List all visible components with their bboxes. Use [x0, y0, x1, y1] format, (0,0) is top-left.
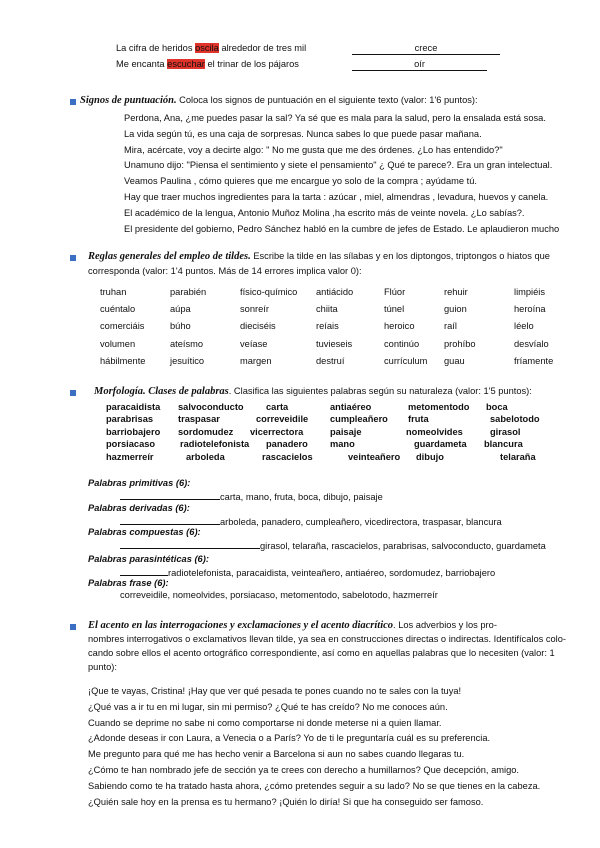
word-cell: sonreír	[240, 304, 269, 315]
word-cell: guau	[444, 355, 465, 366]
word-cell: correveidile	[256, 414, 309, 425]
word-cell: búho	[170, 321, 191, 332]
word-cell: aúpa	[170, 304, 191, 315]
exercise-line: ¿Cómo te han nombrado jefe de sección ya te crees con derecho a humillarnos? Que decepción, amigo.	[88, 765, 520, 775]
word-cell: túnel	[384, 304, 405, 315]
exercise-line: La vida según tú, es una caja de sorpresas. Nunca sabes lo que puede pasar mañana.	[124, 128, 482, 139]
word-cell: comerciáis	[100, 321, 145, 332]
word-cell: traspasar	[178, 414, 220, 425]
exercise-line: Mira, acércate, voy a decirte algo: " No me gusta que me des órdenes. ¿Lo has entendido?"	[124, 144, 503, 155]
word-cell: hazmerreír	[106, 451, 154, 462]
exercise-line: Me pregunto para qué me has hecho venir a Barcelona si aun no sabes cuando llegaras tu.	[88, 749, 465, 760]
category-title: Palabras compuestas (6)	[88, 527, 198, 537]
exercise-line: ¿Adonde deseas ir con Laura, a Venecia o a París? Yo de ti le preguntaría cuál es su preferencia.	[88, 733, 491, 744]
exercise-line: ¡Que te vayas, Cristina! ¡Hay que ver qué pesada te pones cuando no te sales con la tuya!	[88, 686, 462, 696]
word-cell: truhan	[100, 287, 127, 297]
word-cell: dieciséis	[240, 321, 276, 332]
answer-blank	[120, 490, 220, 500]
exercise-line: El académico de la lengua, Antonio Muñoz Molina ,ha escrito más de veinte novela. ¿Lo sabías?.	[124, 207, 525, 218]
colon: :	[187, 478, 191, 488]
category-label	[88, 578, 169, 588]
word-cell: volumen	[100, 338, 136, 349]
word-cell: cuéntalo	[100, 304, 136, 315]
word-cell: vicerrectora	[250, 426, 304, 437]
section-intro-continued: punto):	[88, 662, 117, 672]
section-title: El acento en las interrogaciones y exclamaciones y el acento diacrítico	[88, 620, 394, 631]
category-answer	[120, 515, 502, 527]
example-text: Me encanta	[116, 59, 168, 69]
answer-text: arboleda, panadero, cumpleañero, vicedirectora, traspasar, blancura	[220, 517, 502, 527]
answer-blank	[120, 566, 168, 576]
word-cell: paisaje	[330, 426, 362, 437]
word-cell: panadero	[266, 439, 308, 450]
word-cell: veinteañero	[348, 451, 401, 462]
word-cell: telaraña	[500, 451, 536, 462]
answer-text: girasol, telaraña, rascacielos, parabrisas, salvoconducto, guardameta	[260, 541, 546, 551]
example-text: alrededor de tres mil	[218, 43, 307, 53]
section-intro: Coloca los signos de puntuación en el siguiente texto (valor: 1'6 puntos):	[176, 95, 478, 105]
answer-text: carta, mano, fruta, boca, dibujo, paisaje	[220, 492, 383, 502]
word-cell: desvíalo	[514, 338, 549, 349]
category-answer	[120, 590, 438, 600]
word-cell: léelo	[514, 321, 534, 332]
bullet-icon	[70, 624, 76, 630]
word-cell: paracaidista	[106, 402, 161, 412]
exercise-line: Cuando se deprime no sabe ni como comportarse ni donde meterse ni a quien llamar.	[88, 717, 442, 728]
word-cell: rehuir	[444, 287, 468, 297]
section-tildes-heading	[88, 251, 550, 262]
example-sentence-1	[116, 43, 306, 53]
word-cell: antiácido	[316, 287, 354, 297]
category-title: Palabras derivadas (6)	[88, 503, 187, 513]
word-cell: guion	[444, 304, 467, 315]
section-signos-heading	[80, 95, 478, 106]
word-cell: margen	[240, 355, 272, 366]
word-cell: radiotelefonista	[180, 439, 250, 450]
word-cell: barriobajero	[106, 426, 161, 437]
word-cell: tuvieseis	[316, 338, 353, 349]
example-answer-2: oír	[352, 59, 487, 71]
exercise-line: Perdona, Ana, ¿me puedes pasar la sal? Ya sé que es mala para la salud, pero la ensalada está sosa.	[124, 113, 546, 123]
section-intro-continued: nombres interrogativos o exclamativos llevan tilde, ya sea en construcciones directas o indirectas. Identifícalos colo-	[88, 634, 566, 644]
word-cell: Flúor	[384, 287, 406, 297]
word-cell: fruta	[408, 414, 429, 425]
word-cell: continúo	[384, 338, 420, 349]
section-acento-heading	[88, 620, 497, 631]
word-cell: guardameta	[414, 439, 467, 450]
section-morfologia-heading	[94, 386, 532, 397]
colon: :	[205, 554, 209, 564]
word-cell: rascacielos	[262, 451, 313, 462]
word-cell: ateísmo	[170, 338, 204, 349]
category-title: Palabras parasintéticas (6)	[88, 554, 206, 564]
exercise-line: ¿Quién sale hoy en la prensa es tu hermano? ¡Quién lo diría! Si que ha conseguido ser famoso.	[88, 796, 484, 807]
section-intro-continued: cando sobre ellos el acento ortográfico correspondiente, así como en aquellas palabras que lo necesiten (valor: 1	[88, 648, 555, 658]
exercise-line: Sabiendo como te ha tratado hasta ahora, ¿cómo pretendes seguir a su lado? No se que tienes en la cabeza.	[88, 780, 541, 791]
word-cell: dibujo	[416, 451, 444, 462]
colon: :	[197, 527, 201, 537]
word-cell: blancura	[484, 439, 523, 450]
highlighted-word: oscila	[195, 43, 219, 53]
word-cell: nomeolvides	[406, 426, 463, 437]
example-text: el trinar de los pájaros	[204, 59, 299, 69]
word-cell: arboleda	[186, 451, 225, 462]
word-cell: heroína	[514, 304, 546, 315]
word-cell: cumpleañero	[330, 414, 388, 425]
section-intro: . Los adverbios y los pro-	[393, 620, 497, 630]
word-cell: sordomudez	[178, 426, 234, 437]
highlighted-word: escuchar	[167, 59, 205, 69]
section-intro: Escribe la tilde en las sílabas y en los diptongos, triptongos o hiatos que	[250, 251, 550, 261]
word-cell: metomentodo	[408, 402, 470, 412]
word-cell: parabrisas	[106, 414, 154, 425]
word-cell: boca	[486, 402, 508, 412]
exercise-line: El presidente del gobierno, Pedro Sánchez habló en la cumbre de jefes de Estado. Le aplaudieron mucho	[124, 223, 560, 234]
word-cell: reíais	[316, 321, 339, 332]
category-label	[88, 478, 190, 488]
word-cell: sabelotodo	[490, 414, 540, 425]
exercise-line: ¿Qué vas a ir tu en mi lugar, sin mi permiso? ¿Qué te has creído? No me conoces aún.	[88, 701, 448, 712]
word-cell: porsiacaso	[106, 439, 156, 450]
category-answer	[120, 539, 546, 551]
section-intro: . Clasifica las siguientes palabras según su naturaleza (valor: 1'5 puntos):	[228, 386, 532, 396]
bullet-icon	[70, 255, 76, 261]
section-title: Signos de puntuación.	[80, 95, 177, 106]
bullet-icon	[70, 99, 76, 105]
word-cell: parabién	[170, 287, 207, 297]
word-cell: currículum	[384, 355, 428, 366]
answer-text: radiotelefonista, paracaidista, veinteañero, antiaéreo, sordomudez, barriobajero	[168, 568, 496, 578]
example-sentence-2	[116, 59, 299, 69]
section-intro-continued: corresponda (valor: 1'4 puntos. Más de 14 errores implica valor 0):	[88, 266, 362, 276]
word-cell: chiita	[316, 304, 338, 315]
exercise-line: Veamos Paulina , cómo quieres que me encargue yo solo de la compra ; ayúdame tú.	[124, 176, 477, 187]
word-cell: hábilmente	[100, 355, 146, 366]
category-answer	[120, 566, 495, 578]
category-title: Palabras primitivas (6)	[88, 478, 188, 488]
word-cell: prohíbo	[444, 338, 476, 349]
colon: :	[165, 578, 169, 588]
word-cell: mano	[330, 439, 355, 450]
category-answer	[120, 490, 383, 502]
word-cell: limpiéis	[514, 287, 545, 297]
word-cell: carta	[266, 402, 289, 412]
word-cell: veíase	[240, 338, 268, 349]
answer-text: correveidile, nomeolvides, porsiacaso, metomentodo, sabelotodo, hazmerreír	[120, 590, 438, 600]
answer-blank	[120, 539, 260, 549]
word-cell: antiaéreo	[330, 402, 372, 412]
word-cell: fríamente	[514, 355, 554, 366]
section-title: Morfología. Clases de palabras	[94, 386, 229, 397]
category-label	[88, 554, 209, 564]
example-answer-1: crece	[352, 43, 500, 55]
word-cell: girasol	[490, 426, 521, 437]
bullet-icon	[70, 390, 76, 396]
category-title: Palabras frase (6)	[88, 578, 166, 588]
category-label	[88, 503, 190, 513]
category-label	[88, 527, 201, 537]
colon: :	[186, 503, 190, 513]
word-cell: heroico	[384, 321, 415, 332]
answer-blank	[120, 515, 220, 525]
word-cell: salvoconducto	[178, 402, 244, 412]
example-text: La cifra de heridos	[116, 43, 196, 53]
exercise-line: Hay que traer muchos ingredientes para la tarta : azúcar , miel, almendras , levadura, huevos y canela.	[124, 192, 549, 202]
word-cell: raíl	[444, 321, 457, 332]
exercise-line: Unamuno dijo: "Piensa el sentimiento y siete el pensamiento" ¿ Qué te parece?. Era un gran intelectual.	[124, 160, 553, 171]
word-cell: destruí	[316, 355, 345, 366]
word-cell: físico-químico	[240, 287, 298, 297]
word-cell: jesuítico	[170, 355, 205, 366]
section-title: Reglas generales del empleo de tildes.	[88, 251, 251, 262]
